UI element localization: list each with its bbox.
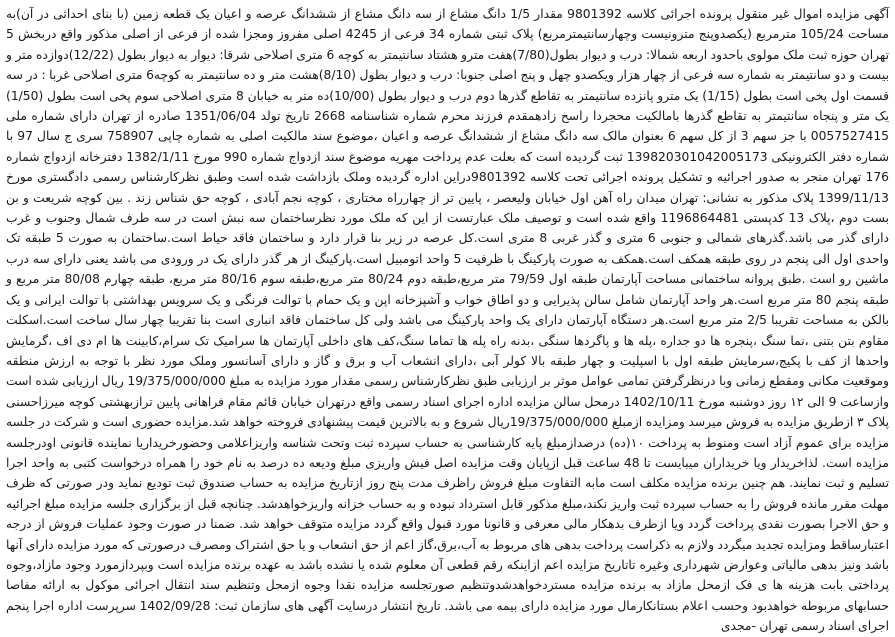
auction-notice-text: آگهی مزایده اموال غیر منقول پرونده اجرائی کلاسه 9801392 مقدار 1/5 دانگ مشاع از سه دانگ مشاع از ششدانگ عرصه و اعیان یک قطعه زمین (با بنای احداثی در آن)به مساحت 105/24 مترمربع (یکصدوپنج مترونیست وچهارسانتیمترمربع) پلاک ثبتی شماره 34 فرعی از 4245 اصلی مفروز ومجزا شده از فرعی از اصلی مذکور واقع دربخش 5 تهران حوزه ثبت ملک مولوی باحدود اربعه شمالا: درب و دیوار بطول(7/80)هفت مترو هشتاد سانتیمتر به کوچه 6 متری اصلاحی شرقا: دیوار به دیوار بطول (12/22)دوازده متر و بیست و دو سانتیمتر به شماره سه فرعی از چهار هزار ویکصدو چهل و پنج اصلی جنوبا: درب و دیوار بطول (8/10)هشت متر و ده سانتیمتر به کوچه6 متری اصلاحی غربا : در سه قسمت اول پخی است بطول (1/15) یک مترو پانزده سانتیمتر به تقاطع گذرها دوم درب و دیوار بطول (10/00)ده متر به خیابان 8 متری اصلاحی سوم پخی است بطول (1/50) یک متر و پنجاه سانتیمتر به تقاطع گذرها بامالکیت محجردا راسخ زادهمقدم فرزند محرم شماره شناسنامه 2668 تاریخ تولد 1351/06/04 صادره از تهران دارای شماره ملی 0057527415 با جز سهم 3 از کل سهم 6 بعنوان مالک سه دانگ مشاع از ششدانگ عرصه و اعیان ،موضوع سند مالکیت اصلی به شماره چاپی 758907 سری ج سال 97 با شماره دفتر الکترونیکی 139820301042005173 ثبت گردیده است که بعلت عدم پرداخت مهریه موضوع سند ازدواج شماره 990 مورخ 1382/1/11 دفترخانه ازدواج شماره 176 تهران منجر به صدور اجرائیه و تشکیل پرونده اجرائی تحت کلاسه 9801392دراین اداره گردیده وملک بازداشت شده است وطبق نظرکارشناس رسمی دادگستری مورخ 1399/11/13 پلاک مذکور به نشانی: تهران میدان راه آهن اول خیابان ولیعصر ، پایین تر از چهارراه مختاری ، کوچه نجم آبادی ، کوچه حق شناس زند . بین کوچه شریعت و بن بست دوم ،پلاک 13 کدپستی 1196864481 واقع شده است و توصیف ملک عبارتست از این که ملک مورد نظرساختمان سه نبش است در سه طرف شمال وجنوب و غرب دارای گذر می باشد.گذرهای شمالی و جنوبی 6 متری و گذر غربی 8 متری است.کل عرصه در زیر بنا قرار دارد و ساختمان فاقد حیاط است.ساختمان به صورت 5 طبقه تک واحدی اول الی پنجم در روی طبقه همکف است.همکف به صورت پارکینگ با ظرفیت 5 واحد اتومبیل است.پارکینگ از هر گذر دارای یک در ورودی می باشد یعنی دارای سه درب ماشین رو است .طبق پروانه ساختمانی مساحت آپارتمان طبقه اول 79/59 متر مربع،طبقه دوم 80/24 متر مربع،طبقه سوم 80/16 متر مربع، طبقه چهارم 80/08 متر مربع و طبقه پنجم 80 متر مربع است.هر واحد آپارتمان شامل سالن پذیرایی و دو اطاق خواب و آشپزخانه اپن و یک حمام با توالت فرنگی و یک سرویس بهداشتی با توالت ایرانی و یک بالکن به مساحت تقریبا 2/5 متر مربع است.هر دستگاه آپارتمان دارای یک واحد پارکینگ می باشد ولی کل ساختمان فاقد انباری است بنا تقریبا چهار سال ساخت است.اسکلت مقاوم بتن بتنی ،نما سنگ ،پنجره ها دو جداره ،پله ها و پاگردها سنگی ،بدنه راه پله ها تماما سنگ،کف های داخلی آپارتمان ها سرامیک تک سرام،کابینت ها ام دی اف ،گرمایش واحدها از کف با پکیج،سرمایش طبقه اول با اسپلیت و چهار طبقه بالا کولر آبی ،دارای انشعاب آب و برق و گاز و دارای آسانسور وملک مورد نظر با توجه به ارزش منطقه وموقعیت مکانی ومقطع زمانی وبا درنظرگرفتن تمامی عوامل موثر بر ارزیابی طبق نظرکارشناس رسمی مقدار مورد مزایده به مبلغ 19/375/000/000 ریال ارزیابی شده است وازساعت 9 الی ۱۲ روز دوشنبه مورخ 1402/10/11 درمحل سالن مزایده اداره اجرای اسناد رسمی واقع درتهران خیابان قائم مقام فراهانی پایین ترازبهشتی کوچه میرزاحسنی پلاک ۳ ازطریق مزایده به فروش میرسد ومزایده ازمبلغ 19/375/000/000ریال شروع و به بالاترین قیمت پیشنهادی فروخته خواهد شد.مزایده حضوری است و شرکت در جلسه مزایده برای عموم آزاد است ومنوط به پرداخت ۱۰(ده) درصدازمبلغ پایه کارشناسی به حساب سپرده ثبت وتحت شناسه واریزاعلامی وحضورخریداریا نماینده قانونی اودرجلسه مزایده است. لذاخریدار ویا خریداران میبایست تا 48 ساعت قبل ازپایان وقت مزایده اصل فیش واریزی مبلغ ودیعه ده درصد به نام خود را همراه درخواست کتبی به واحد اجرا تسلیم و ثبت نمایند. هم چنین برنده مزایده مکلف است مابه التفاوت مبلغ فروش راظرف مدت پنج روز ازتاریخ مزایده به حساب صندوق ثبت تودیع نماید ودر صورتی که ظرف مهلت مقرر مانده فروش را به حساب سپرده ثبت واریز نکند،مبلغ مذکور قابل استرداد نبوده و به حساب خزانه واریزخواهدشد. چنانچه قبل از برگزاری جلسه مزایده مبلغ اجرائیه و حق الاجرا بصورت نقدی پرداخت گردد ویا ازطرف بدهکار مالی معرفی و قانونا مورد قبول واقع گردد مزایده متوقف خواهد شد. ضمنا در صورت وجود عملیات فروش از درجه اعتبارساقط ومزایده تجدید میگردد ولازم به ذکراست پرداخت بدهی های مربوط به آب،برق،گاز اعم از حق انشعاب و یا حق اشتراک ومصرف درصورتی که مورد مزایده دارای آنها باشد ونیز بدهی مالیاتی وعوارض شهرداری وغیره تاتاریخ مزایده اعم ازاینکه رقم قطعی آن معلوم شده یا نشده باشد به عهده برنده مزایده است وبپردازمورد وجود مازاد،وجوه پرداختی بابت هزینه ها ی فک ازمحل مازاد به برنده مزایده مستردخواهدشدوتنظیم صورتجلسه مزایده نقدا وجوه ازمحل وتنظیم سند انتقال اجرائی موکول به ارائه مفاصا حسابهای مربوطه خواهدبود وحسب اعلام بستانکارمال مورد مزایده دارای بیمه می باشد. تاریخ انتشار درسایت آگهی های سازمان ثبت: 1402/09/28 سرپرست اداره اجرا پنجم اجرای اسناد رسمی تهران -مجدی (6, 7, 890, 634)
